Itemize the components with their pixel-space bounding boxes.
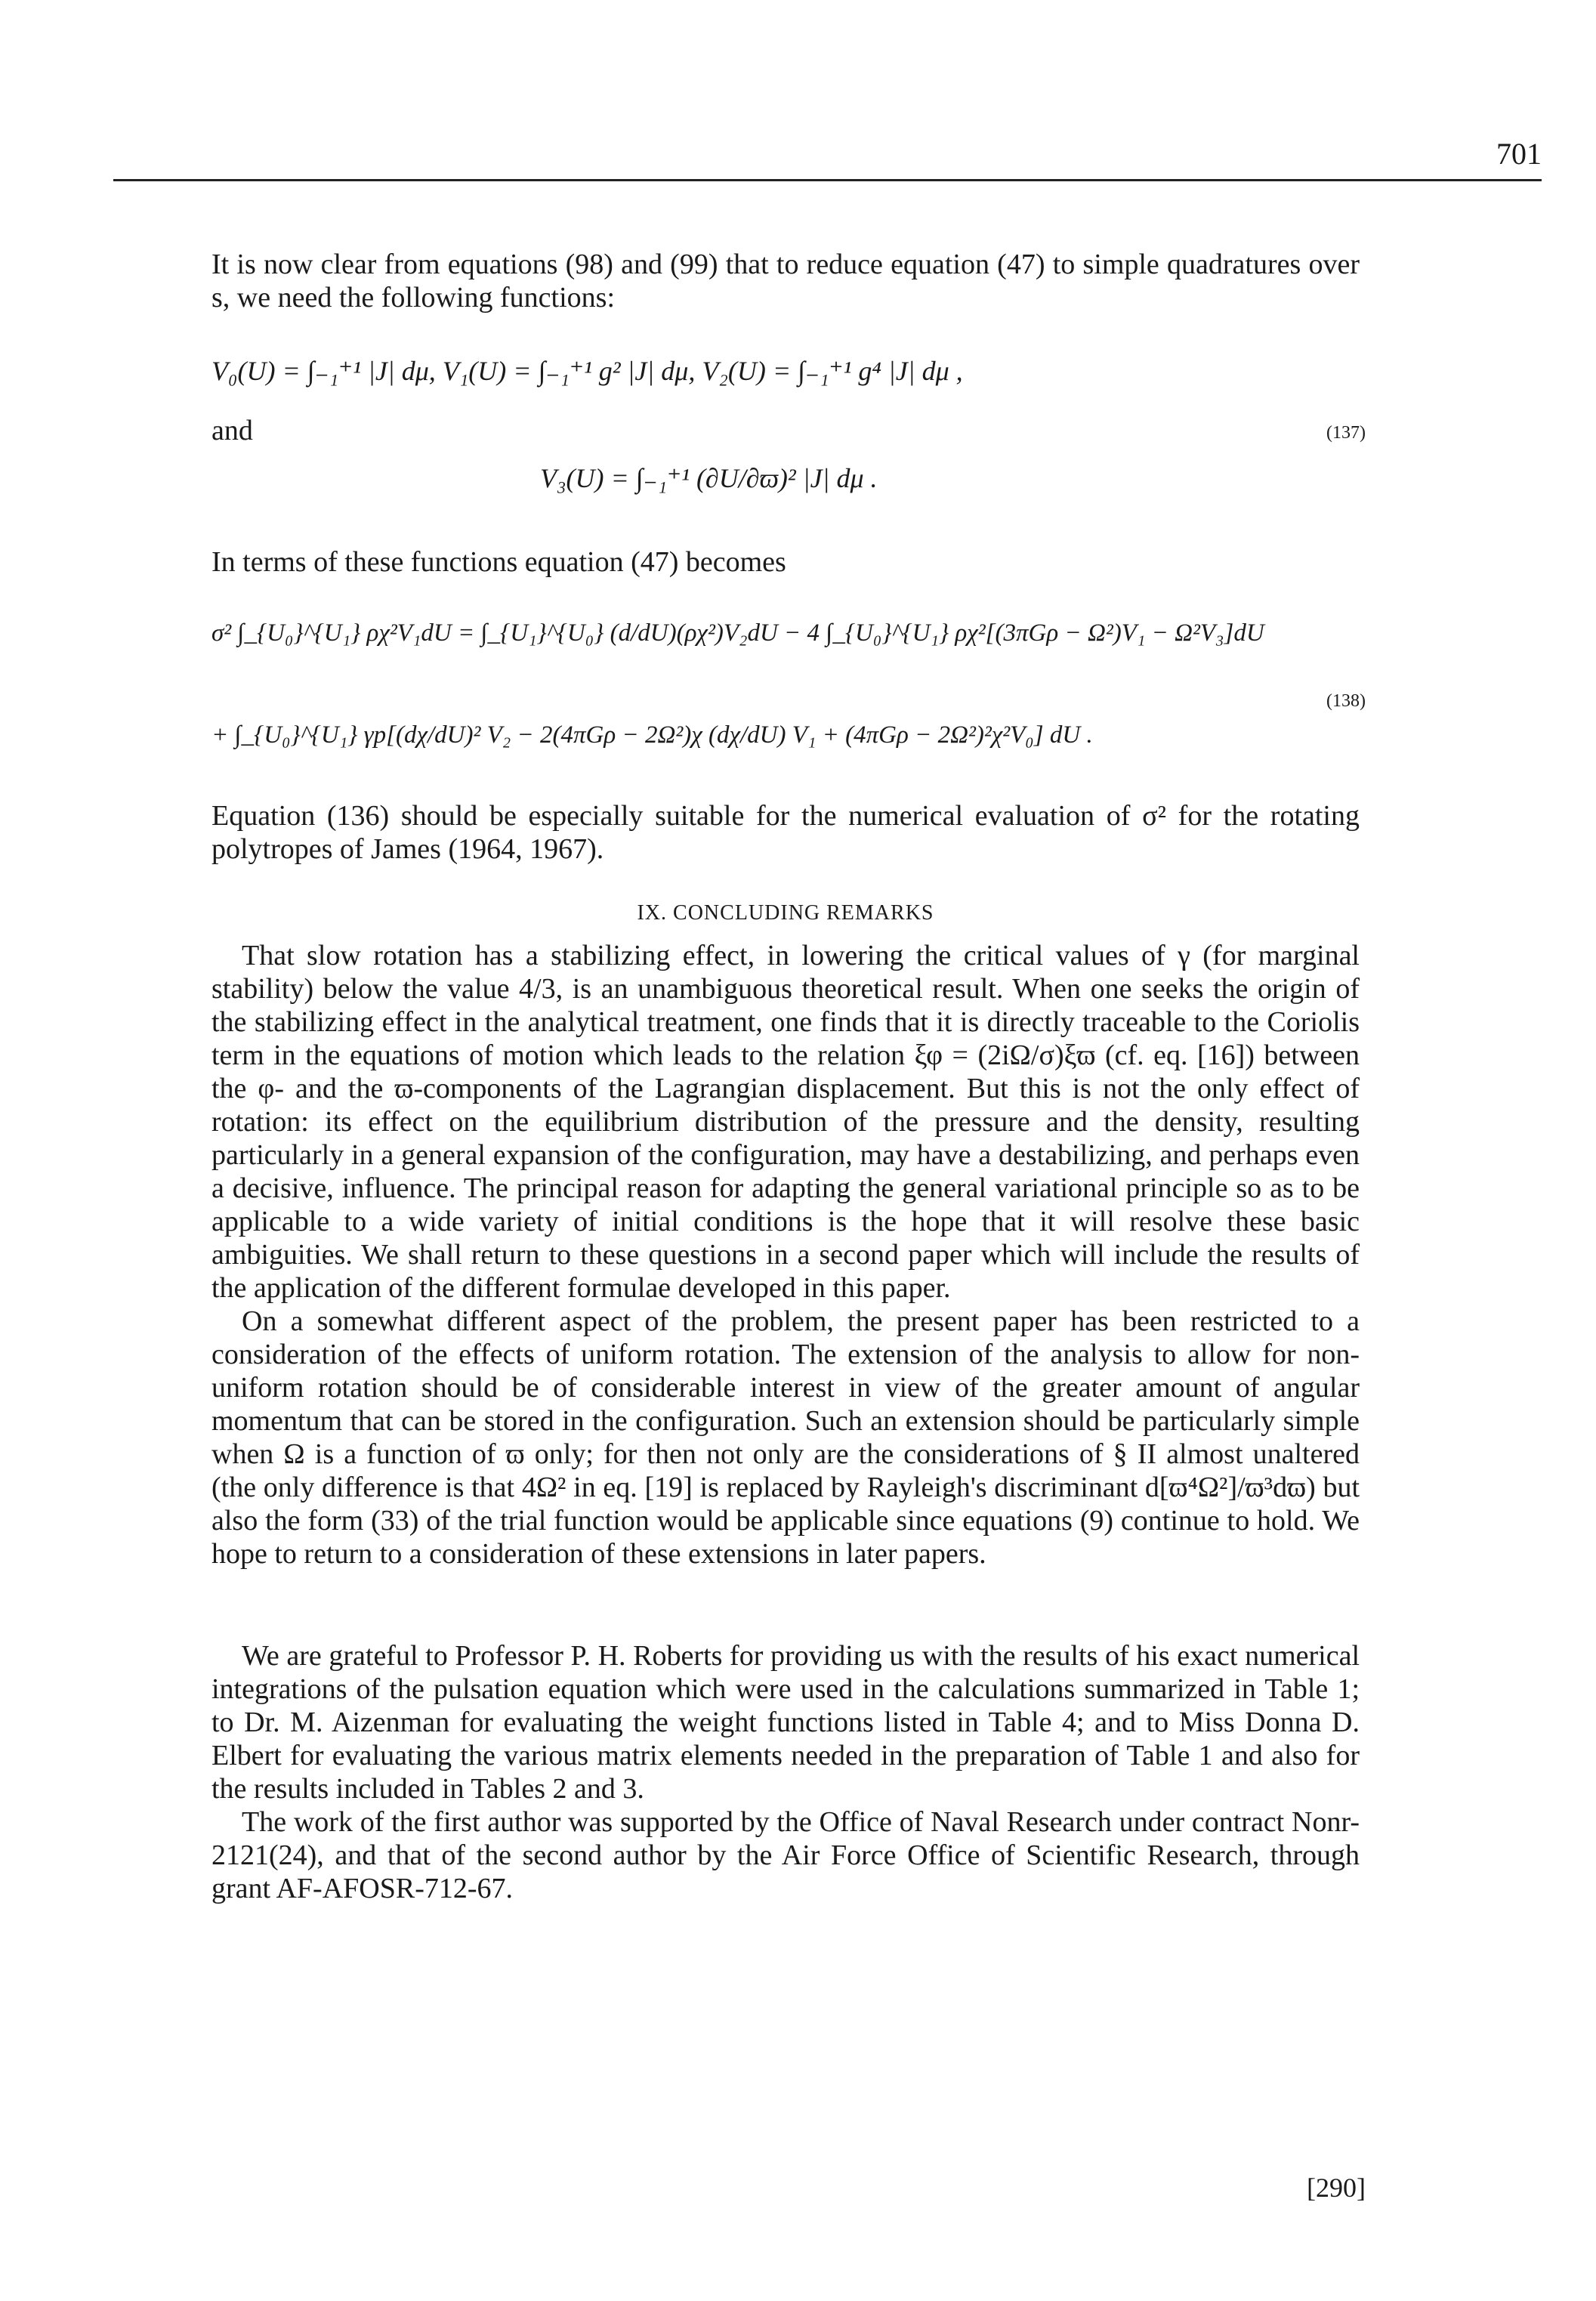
equation-138-line2: + ∫_{U₀}^{U₁} γp[(dχ/dU)² V₂ − 2(4πGρ − 2Ω²)χ (dχ/dU) V₁ + (4πGρ − 2Ω²)²χ²V₀] dU . bbox=[211, 721, 1093, 749]
remarks-paragraph-2: On a somewhat different aspect of the problem, the present paper has been restricted to a consideration of the effects of uniform rotation. The extension of the analysis to allow for non-uniform rotation should be of considerable interest in view of the greater amount of angular momentum that can be stored in the configuration. Such an extension should be particularly simple when Ω is a function of ϖ only; for then not only are the considerations of § II almost unaltered (the only difference is that 4Ω² in eq. [19] is replaced by Rayleigh's discriminant d[ϖ⁴Ω²]/ϖ³dϖ) but also the form (33) of the trial function would be applicable since equations (9) continue to hold. We hope to return to a consideration of these extensions in later papers. bbox=[211, 1305, 1360, 1570]
intro-block bbox=[211, 248, 1360, 314]
equation-137-line1: V₀(U) = ∫₋₁⁺¹ |J| dμ, V₁(U) = ∫₋₁⁺¹ g² |J| dμ, V₂(U) = ∫₋₁⁺¹ g⁴ |J| dμ , bbox=[211, 356, 963, 386]
equation-137-number: (137) bbox=[1326, 423, 1366, 443]
equation-137-and: and bbox=[211, 415, 253, 446]
equation-138-line1: σ² ∫_{U₀}^{U₁} ρχ²V₁dU = ∫_{U₁}^{U₀} (d/dU)(ρχ²)V₂dU − 4 ∫_{U₀}^{U₁} ρχ²[(3πGρ − Ω²)V₁ − Ω²V₃]dU bbox=[211, 619, 1264, 647]
equation-137-line2: V₃(U) = ∫₋₁⁺¹ (∂U/∂ϖ)² |J| dμ . bbox=[540, 463, 878, 493]
footer-page-ref: [290] bbox=[1307, 2173, 1366, 2203]
header-rule bbox=[113, 179, 1542, 181]
remarks-paragraph-1: That slow rotation has a stabilizing effect, in lowering the critical values of γ (for marginal stability) below the value 4/3, is an unambiguous theoretical result. When one seeks the origin of the stabilizing effect in the analytical treatment, one finds that it is directly traceable to the Coriolis term in the equations of motion which leads to the relation ξφ = (2iΩ/σ)ξϖ (cf. eq. [16]) between the φ- and the ϖ-components of the Lagrangian displacement. But this is not the only effect of rotation: its effect on the equilibrium distribution of the pressure and the density, resulting particularly in a general expansion of the configuration, may have a destabilizing, and perhaps even a decisive, influence. The principal reason for adapting the general variational principle so as to be applicable to a wide variety of initial conditions is the hope that it will resolve these basic ambiguities. We shall return to these questions in a second paper which will include the results of the application of the different formulae developed in this paper. bbox=[211, 940, 1360, 1304]
after-equation-paragraph: Equation (136) should be especially suitable for the numerical evaluation of σ² for the rotating polytropes of James (1964, 1967). bbox=[211, 800, 1360, 865]
acknowledgments bbox=[211, 1639, 1360, 1905]
intro-paragraph: It is now clear from equations (98) and (99) that to reduce equation (47) to simple quadratures over s, we need the following functions: bbox=[211, 249, 1360, 313]
equation-138-number: (138) bbox=[1326, 691, 1366, 711]
ack-paragraph-1: We are grateful to Professor P. H. Roberts for providing us with the results of his exact numerical integrations of the pulsation equation which were used in the calculations summarized in Table 1; to Dr. M. Aizenman for evaluating the weight functions listed in Table 4; and to Miss Donna D. Elbert for evaluating the various matrix elements needed in the preparation of Table 1 and also for the results included in Tables 2 and 3. bbox=[211, 1640, 1360, 1805]
between-text: In terms of these functions equation (47) becomes bbox=[211, 546, 786, 578]
after-equation-block bbox=[211, 799, 1360, 866]
page-number: 701 bbox=[1496, 137, 1542, 171]
section-heading: IX. CONCLUDING REMARKS bbox=[637, 901, 934, 925]
ack-paragraph-2: The work of the first author was supported by the Office of Naval Research under contract Nonr-2121(24), and that of the second author by the Air Force Office of Scientific Research, through grant AF-AFOSR-712-67. bbox=[211, 1806, 1360, 1904]
concluding-remarks bbox=[211, 939, 1360, 1571]
